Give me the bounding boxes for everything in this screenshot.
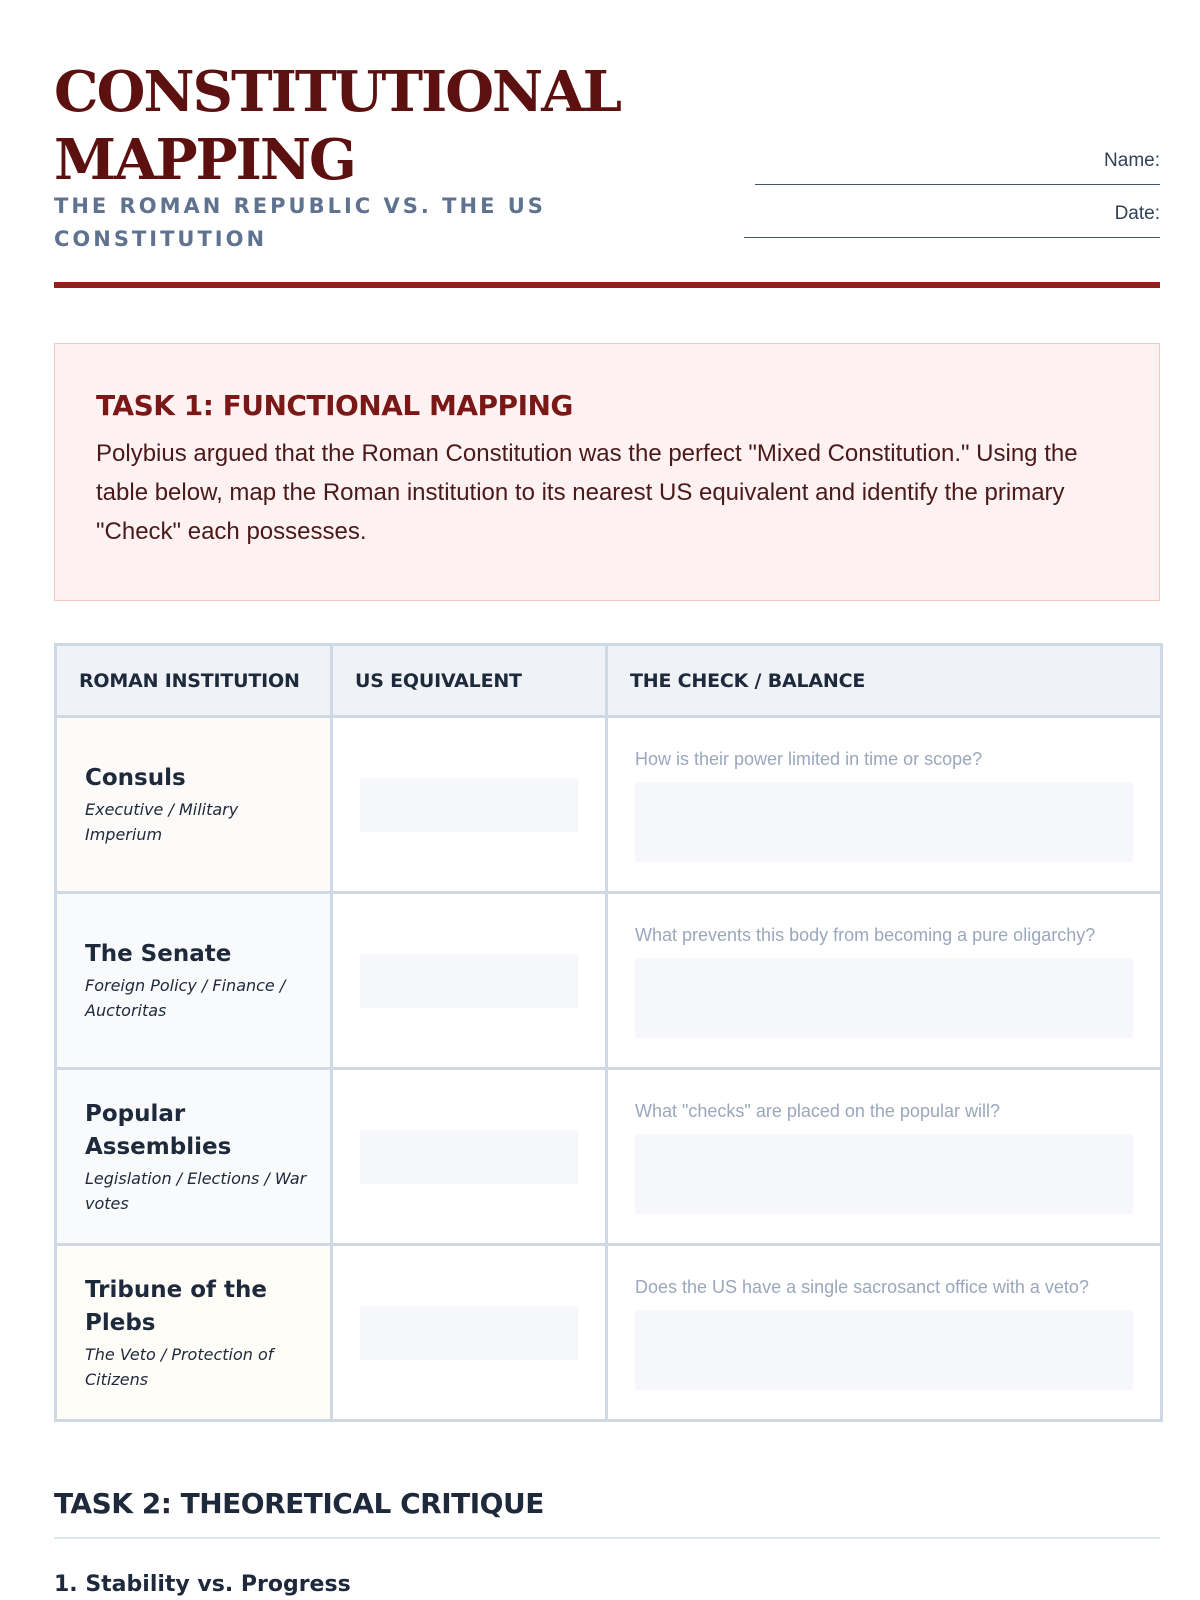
check-answer-box[interactable] xyxy=(635,958,1133,1038)
question-1-heading: 1. Stability vs. Progress xyxy=(54,1572,351,1597)
table-row xyxy=(56,893,1162,1069)
institution-cell xyxy=(56,893,332,1069)
task2-divider xyxy=(54,1537,1160,1539)
institution-name: Tribune of the Plebs xyxy=(85,1276,267,1336)
us-equivalent-answer-box[interactable] xyxy=(360,1306,578,1360)
check-prompt: What "checks" are placed on the popular will? xyxy=(635,1101,1000,1121)
mapping-table xyxy=(54,643,1163,1422)
subtitle-line-2: CONSTITUTION xyxy=(54,227,268,251)
page-title xyxy=(54,58,694,194)
check-cell xyxy=(607,1069,1162,1245)
subtitle-line-1: THE ROMAN REPUBLIC VS. THE US xyxy=(54,194,546,218)
institution-role: Foreign Policy / Finance / Auctoritas xyxy=(85,976,286,1020)
institution-cell xyxy=(56,717,332,893)
task1-instructions: Polybius argued that the Roman Constitution was the perfect "Mixed Constitution." Using the table below, map the Roman institution to its nearest US equivalent and identify the primary "Check" each possesses. xyxy=(96,440,1078,545)
institution-role: The Veto / Protection of Citizens xyxy=(85,1344,274,1389)
table-row xyxy=(56,1069,1162,1245)
institution-name: The Senate xyxy=(85,941,232,967)
table-row xyxy=(56,717,1162,893)
check-answer-box[interactable] xyxy=(635,782,1133,862)
column-header-check-balance: THE CHECK / BALANCE xyxy=(607,645,1162,717)
check-cell xyxy=(607,717,1162,893)
institution-name: Popular Assemblies xyxy=(85,1100,232,1160)
check-prompt: What prevents this body from becoming a pure oligarchy? xyxy=(635,925,1096,945)
task2-heading: TASK 2: THEORETICAL CRITIQUE xyxy=(54,1487,544,1520)
date-label: Date: xyxy=(1114,203,1160,224)
check-cell xyxy=(607,893,1162,1069)
worksheet-header xyxy=(54,58,1160,290)
institution-role: Executive / Military Imperium xyxy=(85,800,239,844)
check-answer-box[interactable] xyxy=(635,1134,1133,1214)
name-label: Name: xyxy=(1104,150,1160,171)
us-equivalent-cell xyxy=(332,893,607,1069)
task1-heading: TASK 1: FUNCTIONAL MAPPING xyxy=(96,389,573,422)
institution-role: Legislation / Elections / War votes xyxy=(85,1168,307,1213)
institution-cell xyxy=(56,1245,332,1421)
check-prompt: How is their power limited in time or scope? xyxy=(635,749,983,769)
us-equivalent-answer-box[interactable] xyxy=(360,778,578,832)
us-equivalent-cell xyxy=(332,1069,607,1245)
header-divider xyxy=(54,282,1160,288)
student-info xyxy=(740,148,1160,254)
institution-cell xyxy=(56,1069,332,1245)
us-equivalent-answer-box[interactable] xyxy=(360,1130,578,1184)
date-field[interactable] xyxy=(744,237,1160,238)
check-answer-box[interactable] xyxy=(635,1310,1133,1390)
name-field[interactable] xyxy=(755,184,1160,185)
page-subtitle xyxy=(54,190,614,256)
title-line-1: CONSTITUTIONAL xyxy=(54,59,621,125)
check-prompt: Does the US have a single sacrosanct office with a veto? xyxy=(635,1277,1089,1297)
task1-box xyxy=(54,343,1160,601)
check-cell xyxy=(607,1245,1162,1421)
column-header-us-equivalent: US EQUIVALENT xyxy=(332,645,607,717)
us-equivalent-cell xyxy=(332,717,607,893)
us-equivalent-cell xyxy=(332,1245,607,1421)
column-header-roman-institution: ROMAN INSTITUTION xyxy=(56,645,332,717)
table-header-row xyxy=(56,645,1162,717)
title-line-2: MAPPING xyxy=(54,127,355,193)
us-equivalent-answer-box[interactable] xyxy=(360,954,578,1008)
institution-name: Consuls xyxy=(85,765,186,791)
table-row xyxy=(56,1245,1162,1421)
